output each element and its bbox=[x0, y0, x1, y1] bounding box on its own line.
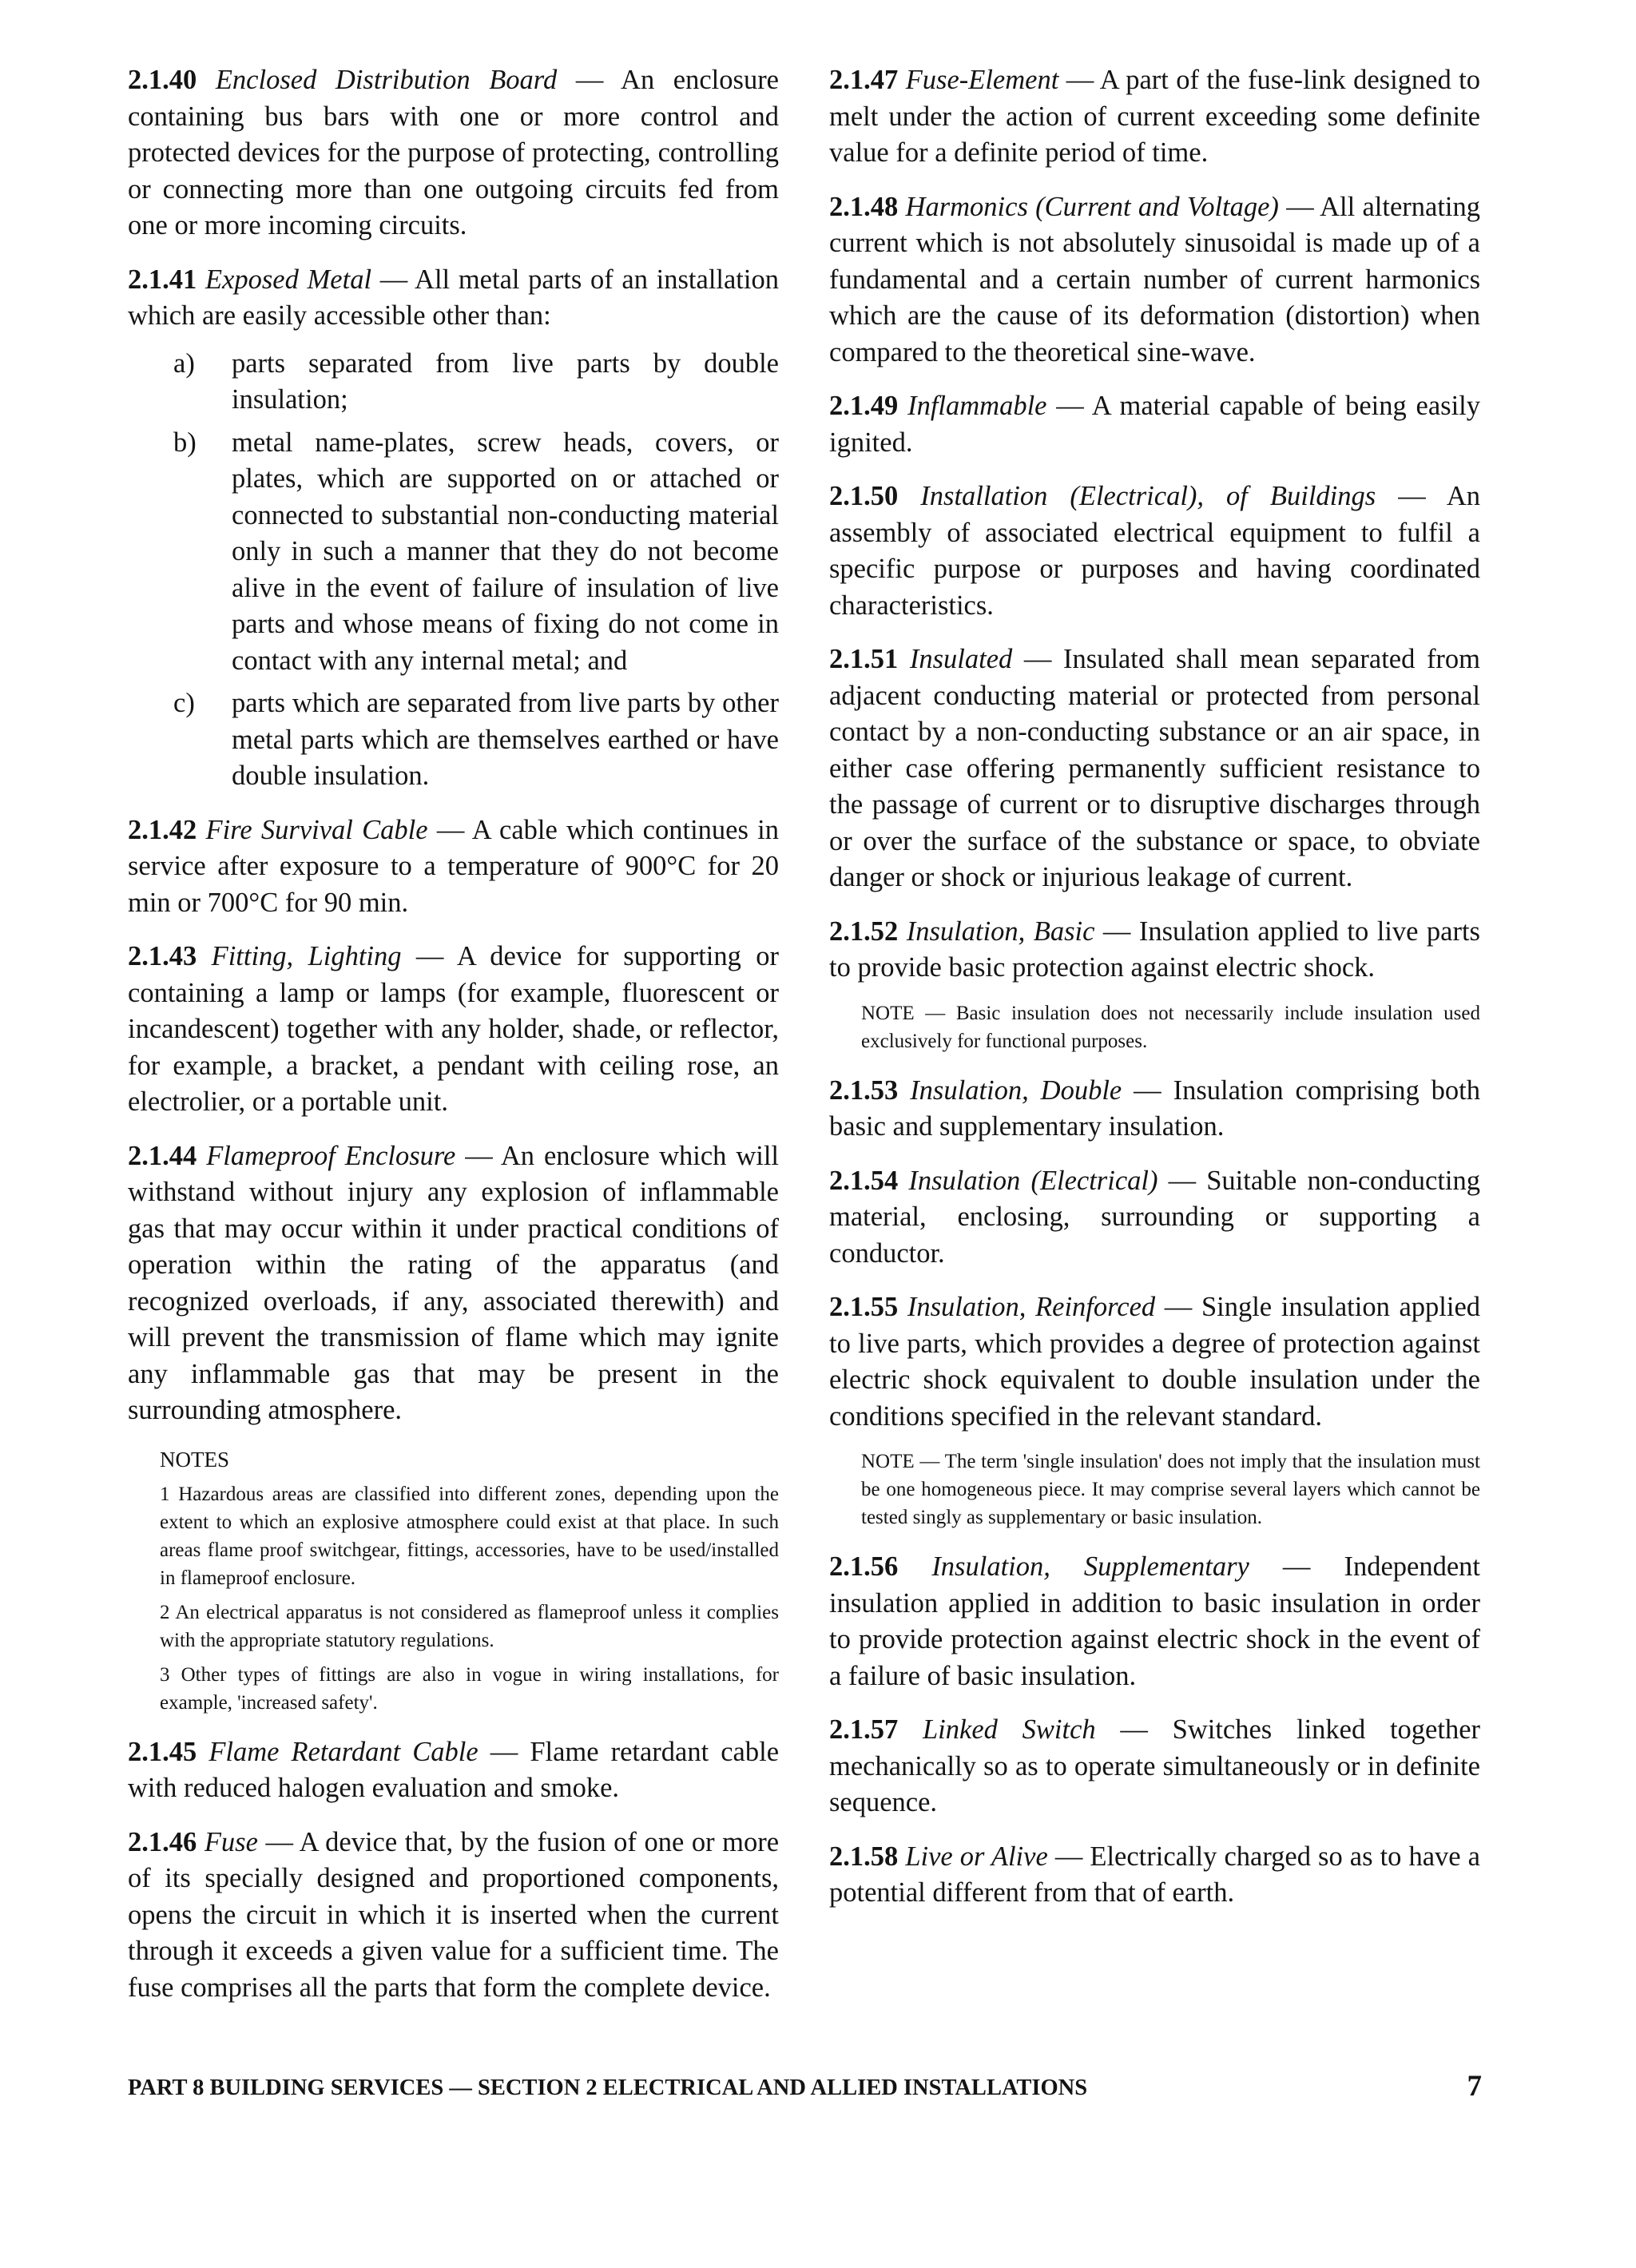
clause-number: 2.1.54 bbox=[829, 1165, 899, 1196]
definition-text: An enclosure containing bus bars with one or more control and protected devices for the purpose of protecting, controlling or connecting more than one outgoing circuits fed from one or more incoming circuits. bbox=[128, 65, 779, 240]
definition-text: Suitable non-conducting material, enclosing, surrounding or supporting a conductor. bbox=[829, 1165, 1480, 1269]
clause-number: 2.1.47 bbox=[829, 65, 899, 95]
page-number: 7 bbox=[1467, 2070, 1482, 2103]
clause-number: 2.1.40 bbox=[128, 65, 197, 95]
definition-2-1-45: 2.1.45 Flame Retardant Cable — Flame retardant cable with reduced halogen evaluation and smoke. bbox=[128, 1736, 780, 1803]
page-footer bbox=[128, 2070, 1482, 2103]
definition-text: An assembly of associated electrical equipment to fulfil a specific purpose or purposes and having coordinated characteristics. bbox=[829, 481, 1480, 621]
defined-term: Insulated bbox=[909, 644, 1013, 674]
defined-term: Flameproof Enclosure bbox=[206, 1140, 456, 1171]
defined-term: Insulation, Supplementary bbox=[931, 1551, 1249, 1582]
list-item-text: parts which are separated from live parts by other metal parts which are themselves earthed or have double insulation. bbox=[232, 688, 779, 791]
clause-number: 2.1.41 bbox=[128, 264, 197, 295]
defined-term: Insulation, Reinforced bbox=[907, 1292, 1156, 1322]
definition-2-1-44: 2.1.44 Flameproof Enclosure — An enclosure which will withstand without injury any explosion of inflammable gas that may occur within it under practical conditions of operation within the rating of the apparatus (and recognized overloads, if any, associated therewith) and will prevent the transmission of flame which may ignite any inflammable gas that may be present in the surrounding atmosphere. bbox=[128, 1140, 779, 1425]
definition-text: All metal parts of an installation which are easily accessible other than: bbox=[128, 264, 779, 331]
exposed-metal-exceptions-list bbox=[128, 346, 779, 795]
list-item-label: c) bbox=[173, 688, 195, 718]
definition-text: A cable which continues in service after exposure to a temperature of 900°C for 20 min or 700°C for 90 min. bbox=[128, 814, 780, 918]
definition-2-1-50: 2.1.50 Installation (Electrical), of Buildings — An assembly of associated electrical equipment to fulfil a specific purpose or purposes and having coordinated characteristics. bbox=[829, 481, 1480, 621]
note: NOTE — Basic insulation does not necessarily include insulation used exclusively for functional purposes. bbox=[861, 1002, 1480, 1052]
definition-text: A device for supporting or containing a lamp or lamps (for example, fluorescent or incandescent) together with any holder, shade, or reflector, for example, a bracket, a pendant with ceiling rose, an electrolier, or a portable unit. bbox=[128, 941, 780, 1117]
definition-2-1-42: 2.1.42 Fire Survival Cable — A cable which continues in service after exposure to a temperature of 900°C for 20 min or 700°C for 90 min. bbox=[128, 814, 780, 918]
definition-2-1-52: 2.1.52 Insulation, Basic — Insulation applied to live parts to provide basic protection against electric shock. bbox=[829, 916, 1480, 983]
defined-term: Insulation (Electrical) bbox=[908, 1165, 1158, 1196]
notes-heading: NOTES bbox=[160, 1447, 229, 1472]
definition-2-1-40: 2.1.40 Enclosed Distribution Board — An enclosure containing bus bars with one or more control and protected devices for the purpose of protecting, controlling or connecting more than one outgoing circuits fed from one or more incoming circuits. bbox=[128, 65, 779, 240]
defined-term: Fitting, Lighting bbox=[211, 941, 402, 971]
definition-2-1-58: 2.1.58 Live or Alive — Electrically charged so as to have a potential different from that of earth. bbox=[829, 1841, 1480, 1908]
defined-term: Harmonics (Current and Voltage) bbox=[905, 191, 1279, 222]
left-column bbox=[128, 62, 779, 2024]
definition-2-1-41: 2.1.41 Exposed Metal — All metal parts of an installation which are easily accessible other than: bbox=[128, 264, 779, 331]
definition-2-1-47: 2.1.47 Fuse-Element — A part of the fuse-link designed to melt under the action of current exceeding some definite value for a definite period of time. bbox=[829, 65, 1480, 168]
definition-2-1-49: 2.1.49 Inflammable — A material capable of being easily ignited. bbox=[829, 391, 1480, 458]
note-item: 3 Other types of fittings are also in vogue in wiring installations, for example, 'increased safety'. bbox=[160, 1663, 779, 1714]
definition-text: A device that, by the fusion of one or more of its specially designed and proportioned components, opens the circuit in which it is inserted when the current through it exceeds a given value for a sufficient time. The fuse comprises all the parts that form the complete device. bbox=[128, 1826, 780, 2003]
clause-number: 2.1.42 bbox=[128, 814, 197, 845]
list-item bbox=[128, 425, 779, 680]
list-item-label: a) bbox=[173, 348, 195, 379]
definition-text: A part of the fuse-link designed to melt under the action of current exceeding some definite value for a definite period of time. bbox=[829, 65, 1480, 168]
definition-2-1-54: 2.1.54 Insulation (Electrical) — Suitable non-conducting material, enclosing, surrounding or supporting a conductor. bbox=[829, 1165, 1480, 1269]
definition-text: Switches linked together mechanically so as to operate simultaneously or in definite sequence. bbox=[829, 1714, 1480, 1817]
clause-number: 2.1.53 bbox=[829, 1074, 899, 1106]
defined-term: Linked Switch bbox=[923, 1714, 1096, 1745]
note-item: 1 Hazardous areas are classified into different zones, depending upon the extent to which an explosive atmosphere could exist at that place. In such areas flame proof switchgear, fittings, accessories, have to be used/installed in flameproof enclosure. bbox=[160, 1483, 779, 1589]
defined-term: Fuse bbox=[204, 1826, 258, 1857]
definition-text: Independent insulation applied in addition to basic insulation in order to provide protection against electric shock in the event of a failure of basic insulation. bbox=[829, 1551, 1481, 1691]
definition-2-1-53: 2.1.53 Insulation, Double — Insulation comprising both basic and supplementary insulation. bbox=[829, 1074, 1481, 1142]
list-item bbox=[128, 346, 779, 419]
defined-term: Live or Alive bbox=[905, 1841, 1048, 1872]
list-item-text: metal name-plates, screw heads, covers, or plates, which are supported on or attached or connected to substantial non-conducting material only in such a manner that they do not become alive in the event of failure of insulation of live parts and whose means of fixing do not come in contact with any internal metal; and bbox=[232, 427, 779, 676]
note: NOTE — The term 'single insulation' does not imply that the insulation must be one homogeneous piece. It may comprise several layers which cannot be tested singly as supplementary or basic insulation. bbox=[861, 1451, 1480, 1528]
definition-text: All alternating current which is not absolutely sinusoidal is made up of a fundamental and a certain number of current harmonics which are the cause of its deformation (distortion) when compared to the theoretical sine-wave. bbox=[829, 191, 1480, 367]
definition-text: Electrically charged so as to have a potential different from that of earth. bbox=[829, 1841, 1480, 1908]
definition-text: Single insulation applied to live parts, which provides a degree of protection against electric shock equivalent to double insulation under the conditions specified in the relevant standard. bbox=[829, 1292, 1481, 1432]
list-item-text: parts separated from live parts by double insulation; bbox=[232, 348, 779, 415]
definition-2-1-51: 2.1.51 Insulated — Insulated shall mean separated from adjacent conducting material or protected from personal contact by a non-conducting substance or an air space, in either case offering permanently sufficient resistance to the passage of current or to disruptive discharges through or over the surface of the substance or space, to obviate danger or shock or injurious leakage of current. bbox=[829, 644, 1481, 892]
footer-title: PART 8 BUILDING SERVICES — SECTION 2 ELECTRICAL AND ALLIED INSTALLATIONS bbox=[128, 2075, 1088, 2100]
defined-term: Fuse-Element bbox=[905, 65, 1059, 95]
list-item bbox=[128, 685, 779, 795]
definition-2-1-57: 2.1.57 Linked Switch — Switches linked together mechanically so as to operate simultaneously or in definite sequence. bbox=[829, 1714, 1480, 1817]
definition-2-1-46: 2.1.46 Fuse — A device that, by the fusion of one or more of its specially designed and proportioned components, opens the circuit in which it is inserted when the current through it exceeds a given value for a sufficient time. The fuse comprises all the parts that form the complete device. bbox=[128, 1826, 780, 2003]
defined-term: Installation (Electrical), of Buildings bbox=[920, 481, 1376, 511]
definition-2-1-56: 2.1.56 Insulation, Supplementary — Independent insulation applied in addition to basic insulation in order to provide protection against electric shock in the event of a failure of basic insulation. bbox=[829, 1551, 1481, 1691]
definition-text: Flame retardant cable with reduced halogen evaluation and smoke. bbox=[128, 1736, 780, 1803]
defined-term: Flame Retardant Cable bbox=[208, 1736, 478, 1767]
clause-number: 2.1.55 bbox=[829, 1292, 899, 1322]
definition-text: A material capable of being easily ignited. bbox=[829, 391, 1480, 458]
right-column bbox=[829, 62, 1480, 1929]
definition-2-1-55: 2.1.55 Insulation, Reinforced — Single insulation applied to live parts, which provides a degree of protection against electric shock equivalent to double insulation under the conditions specified in the relevant standard. bbox=[829, 1292, 1481, 1432]
clause-number: 2.1.50 bbox=[829, 481, 899, 511]
defined-term: Insulation, Basic bbox=[906, 916, 1095, 947]
defined-term: Inflammable bbox=[907, 391, 1047, 421]
clause-number: 2.1.51 bbox=[829, 644, 899, 674]
definition-text: Insulation applied to live parts to provide basic protection against electric shock. bbox=[829, 916, 1480, 983]
defined-term: Fire Survival Cable bbox=[205, 814, 428, 845]
clause-number: 2.1.43 bbox=[128, 941, 197, 971]
list-item-label: b) bbox=[173, 427, 197, 458]
defined-term: Exposed Metal bbox=[204, 264, 372, 295]
definition-text: Insulated shall mean separated from adjacent conducting material or protected from personal contact by a non-conducting substance or an air space, in either case offering permanently sufficient resistance to the passage of current or to disruptive discharges through or over the surface of the substance or space, to obviate danger or shock or injurious leakage of current. bbox=[829, 644, 1481, 892]
definition-2-1-43: 2.1.43 Fitting, Lighting — A device for supporting or containing a lamp or lamps (for example, fluorescent or incandescent) together with any holder, shade, or reflector, for example, a bracket, a pendant with ceiling rose, an electrolier, or a portable unit. bbox=[128, 941, 780, 1117]
clause-number: 2.1.46 bbox=[128, 1826, 197, 1857]
defined-term: Enclosed Distribution Board bbox=[215, 65, 558, 95]
clause-number: 2.1.57 bbox=[829, 1714, 899, 1745]
clause-number: 2.1.48 bbox=[829, 191, 899, 222]
notes-block bbox=[160, 1444, 779, 1717]
clause-number: 2.1.56 bbox=[829, 1551, 899, 1582]
clause-number: 2.1.44 bbox=[128, 1140, 197, 1171]
clause-number: 2.1.58 bbox=[829, 1841, 899, 1872]
clause-number: 2.1.49 bbox=[829, 391, 899, 421]
definition-2-1-48: 2.1.48 Harmonics (Current and Voltage) — All alternating current which is not absolutely sinusoidal is made up of a fundamental and a certain number of current harmonics which are the cause of its deformation (distortion) when compared to the theoretical sine-wave. bbox=[829, 191, 1480, 367]
note-item: 2 An electrical apparatus is not considered as flameproof unless it complies with the appropriate statutory regulations. bbox=[160, 1601, 779, 1651]
definition-text: Insulation comprising both basic and supplementary insulation. bbox=[829, 1074, 1481, 1142]
clause-number: 2.1.52 bbox=[829, 916, 899, 947]
definition-text: An enclosure which will withstand without injury any explosion of inflammable gas that may occur within it under practical conditions of operation within the rating of the apparatus (and recognized overloads, if any, associated therewith) and will prevent the transmission of flame which may ignite any inflammable gas that may be present in the surrounding atmosphere. bbox=[128, 1140, 779, 1425]
defined-term: Insulation, Double bbox=[910, 1074, 1122, 1106]
clause-number: 2.1.45 bbox=[128, 1736, 197, 1767]
